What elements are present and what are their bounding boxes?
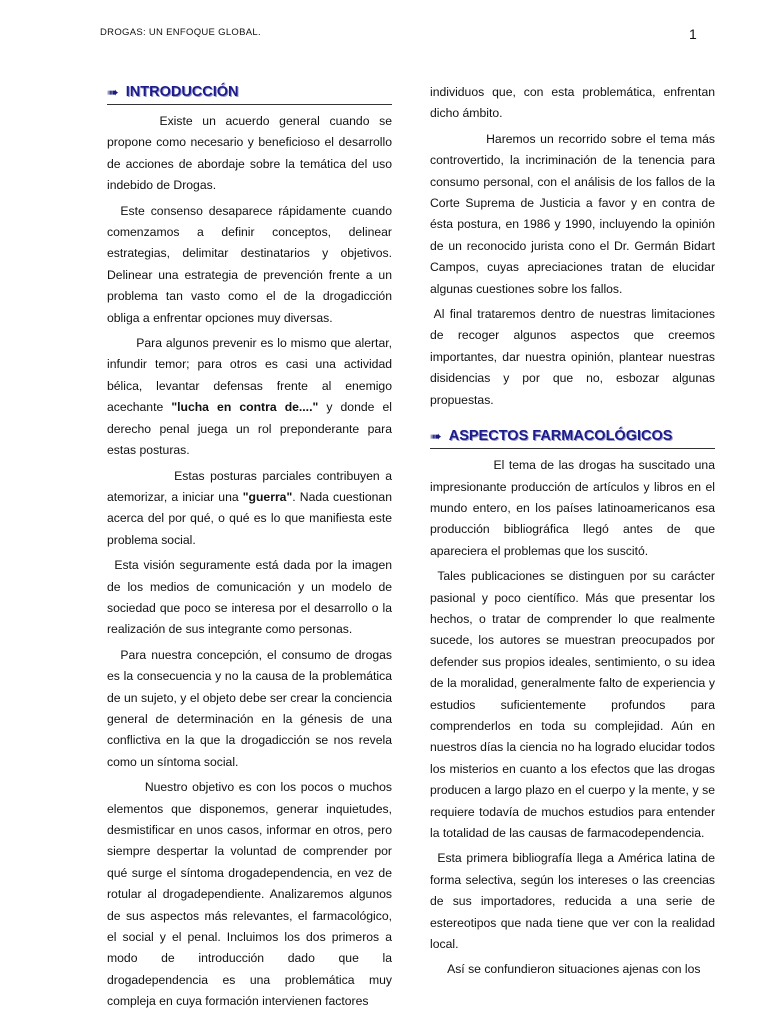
section-heading-introduccion <box>107 82 392 105</box>
paragraph-text: Así se confundieron situaciones ajenas con los <box>447 962 701 977</box>
running-header <box>100 27 261 38</box>
body-paragraph <box>107 201 392 329</box>
body-paragraph <box>107 645 392 773</box>
page-number: 1 <box>689 26 697 42</box>
paragraph-text: . Nada cuestionan acerca del por qué, o qué es lo que manifiesta este problema social. <box>107 489 392 547</box>
body-paragraph <box>430 455 715 562</box>
paragraph-text: individuos que, con esta problemática, enfrentan dicho ámbito. <box>430 85 715 121</box>
body-paragraph <box>107 777 392 1012</box>
body-paragraph <box>107 333 392 461</box>
emphasized-text: "guerra" <box>242 489 293 504</box>
paragraph-text: Al final trataremos dentro de nuestras limitaciones de recoger algunos aspectos que creemos importantes, dar nuestra opinión, plantear nuestras disidencias y por que no, esbozar algunas propuestas. <box>430 307 715 407</box>
paragraph-text: Nuestro objetivo es con los pocos o muchos elementos que disponemos, generar inquietudes, desmistificar en unos casos, informar en otros, pero siempre despertar la voluntad de comprender por qué surge el síntoma drogadependencia, en vez de rotular al drogadependiente. Analizaremos algunos de sus aspectos más relevantes, el farmacológico, el social y el penal. Incluimos los dos primeros a modo de introducción dado que la drogadependencia es una problemática muy compleja en cuya formación intervienen factores <box>107 780 392 1009</box>
arrow-bullet-icon: ➠ <box>430 428 442 445</box>
paragraph-text: Este consenso desaparece rápidamente cuando comenzamos a definir conceptos, delinear estrategias, delimitar destinatarios y objetivos. Delinear una estrategia de prevención frente a un problema tan vasto como el de la drogadicción obliga a enfrentar opciones muy diversas. <box>107 203 392 325</box>
body-paragraph <box>430 566 715 844</box>
body-paragraph <box>430 82 715 125</box>
paragraph-text: Para nuestra concepción, el consumo de drogas es la consecuencia y no la causa de la problemática de un sujeto, y el objeto debe ser crear la conciencia general de determinación en la génesis de una conflictiva en la que la drogadicción se nos revela como un síntoma social. <box>107 647 392 769</box>
paragraph-text: Existe un acuerdo general cuando se propone como necesario y beneficioso el desarrollo de acciones de abordaje sobre la temática del uso indebido de Drogas. <box>107 114 392 193</box>
paragraph-text: Haremos un recorrido sobre el tema más controvertido, la incriminación de la tenencia para consumo personal, con el análisis de los fallos de la Corte Suprema de Justicia a favor y en contra de ésta postura, en 1986 y 1990, incluyendo la opinión de un reconocido jurista cono el Dr. Germán Bidart Campos, cuyas apreciaciones tratan de elucidar algunas cuestiones sobre los fallos. <box>430 131 715 296</box>
body-paragraph <box>430 129 715 300</box>
right-body-top <box>430 82 715 411</box>
paragraph-text: Para algunos prevenir es lo mismo que alertar, infundir temor; para otros es casi una actividad bélica, levantar defensas frente al enemigo acechante <box>107 336 392 415</box>
paragraph-text: Tales publicaciones se distinguen por su carácter pasional y poco científico. Más que presentar los hechos, o tratar de comprender lo que realmente sucede, los autores se muestran preocupados por defender sus propios ideales, sentimiento, o su idea de la moralidad, generalmente falto de experiencia y estudios suficientemente profundos para comprenderlos en toda su complejidad. Aún en nuestros días la ciencia no ha logrado elucidar todos los misterios en cuanto a los efectos que las drogas producen a largo plazo en el cuerpo y la mente, y se requiere todavía de muchos estudios para entender la totalidad de las causas de farmacodependencia. <box>430 569 715 840</box>
right-body-bottom <box>430 455 715 981</box>
body-paragraph <box>107 111 392 197</box>
paragraph-text: Esta primera bibliografía llega a América latina de forma selectiva, según los intereses o las creencias de sus importadores, reducida a una serie de estereotipos que nada tiene que ver con la realidad local. <box>430 851 715 952</box>
emphasized-text: "lucha en contra de...." <box>171 400 319 415</box>
body-paragraph <box>430 848 715 955</box>
paragraph-text: Estas posturas parciales contribuyen a atemorizar, a iniciar una <box>107 468 392 504</box>
body-paragraph <box>107 466 392 552</box>
paragraph-text: El tema de las drogas ha suscitado una impresionante producción de artículos y libros en el mundo entero, en los países latinoamericanos esa producción bibliográfica llegó antes de que apareciera el problemas que los suscitó. <box>430 458 715 558</box>
running-title: DROGAS: UN ENFOQUE GLOBAL. <box>100 27 261 38</box>
arrow-bullet-icon: ➠ <box>107 84 119 101</box>
paragraph-text: Esta visión seguramente está dada por la imagen de los medios de comunicación y un modelo de sociedad que poco se interesa por el desarrollo o la realización de sus integrante como personas. <box>107 558 392 637</box>
section-title: ASPECTOS FARMACOLÓGICOS <box>448 428 673 445</box>
body-paragraph <box>430 959 715 980</box>
left-body <box>107 111 392 1013</box>
section-title: INTRODUCCIÓN <box>125 84 239 101</box>
body-paragraph <box>107 555 392 641</box>
paragraph-text: y donde el derecho penal juega un rol preponderante para estas posturas. <box>107 400 392 458</box>
body-paragraph <box>430 304 715 411</box>
right-column <box>430 82 715 985</box>
section-heading-aspectos-farmacologicos <box>430 426 715 449</box>
left-column <box>107 82 392 1017</box>
